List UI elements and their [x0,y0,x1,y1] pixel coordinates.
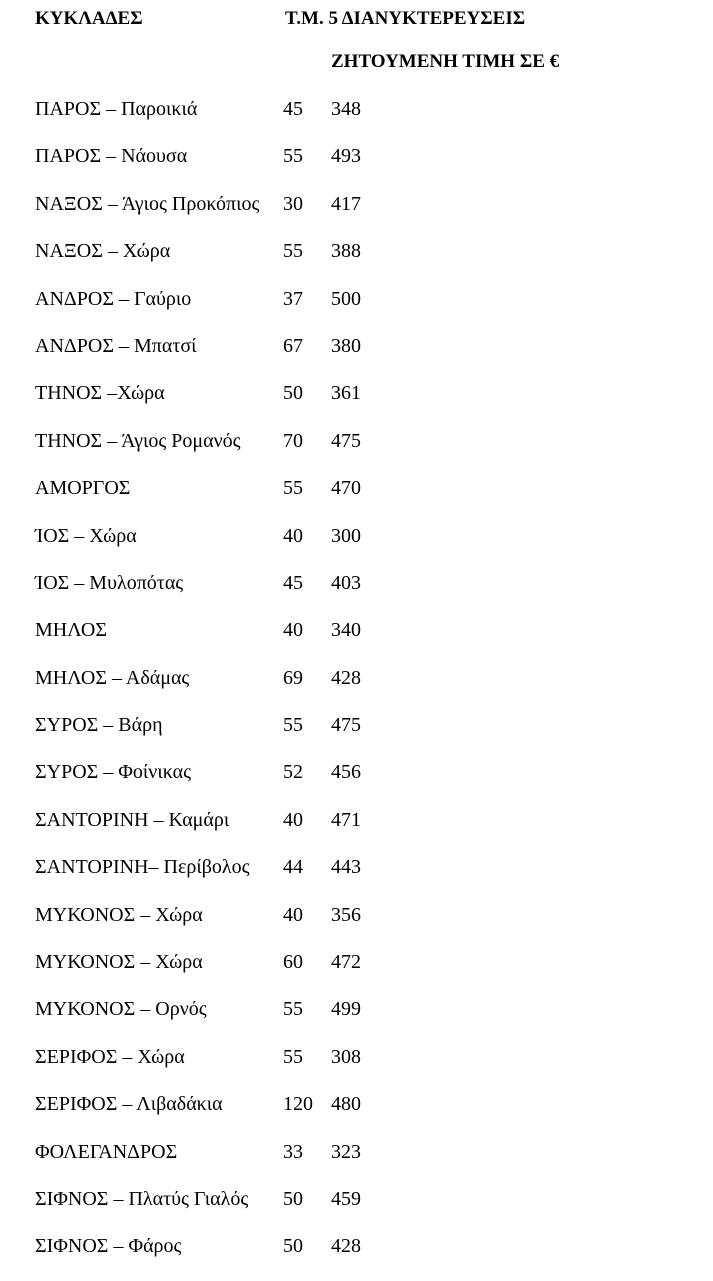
location-name: ΜΥΚΟΝΟΣ – Ορνός [35,998,207,1021]
asking-price: 475 [331,429,361,452]
location-name: ΠΑΡΟΣ – Νάουσα [35,145,188,168]
list-item [0,617,713,664]
square-meters: 50 [283,1187,303,1210]
location-name: ΜΥΚΟΝΟΣ – Χώρα [35,951,203,974]
list-item [0,286,713,333]
square-meters: 37 [283,287,303,310]
square-meters: 55 [283,714,303,737]
asking-price: 323 [331,1140,361,1163]
square-meters: 44 [283,856,303,879]
location-name: ΣΙΦΝΟΣ – Φάρος [35,1235,182,1258]
square-meters: 50 [283,382,303,405]
asking-price: 459 [331,1187,361,1210]
header-region: ΚΥΚΛΑΔΕΣ [35,8,143,29]
location-name: ΣΑΝΤΟΡΙΝΗ– Περίβολος [35,856,250,879]
square-meters: 67 [283,334,303,357]
asking-price: 472 [331,951,361,974]
list-item [0,570,713,617]
location-name: ΤΗΝΟΣ – Άγιος Ρομανός [35,429,241,452]
square-meters: 40 [283,903,303,926]
list-item [0,333,713,380]
asking-price: 380 [331,334,361,357]
square-meters: 40 [283,808,303,831]
list-item [0,902,713,949]
location-name: ΝΑΞΟΣ – Άγιος Προκόπιος [35,192,260,215]
asking-price: 300 [331,524,361,547]
list-item [0,475,713,522]
location-name: ΑΜΟΡΓΟΣ [35,477,131,500]
square-meters: 69 [283,666,303,689]
list-item [0,1186,713,1233]
location-name: ΑΝΔΡΟΣ – Γαύριο [35,287,192,310]
location-name: ΊΟΣ – Χώρα [35,524,137,547]
square-meters: 55 [283,145,303,168]
list-item [0,712,713,759]
square-meters: 70 [283,429,303,452]
square-meters: 30 [283,192,303,215]
location-name: ΜΥΚΟΝΟΣ – Χώρα [35,903,203,926]
square-meters: 33 [283,1140,303,1163]
asking-price: 471 [331,808,361,831]
asking-price: 403 [331,571,361,594]
asking-price: 456 [331,761,361,784]
location-name: ΣΥΡΟΣ – Φοίνικας [35,761,192,784]
asking-price: 361 [331,382,361,405]
list-item [0,759,713,806]
asking-price: 493 [331,145,361,168]
asking-price: 443 [331,856,361,879]
location-name: ΠΑΡΟΣ – Παροικιά [35,98,198,120]
square-meters: 55 [283,998,303,1021]
location-name: ΜΗΛΟΣ – Αδάμας [35,666,190,689]
asking-price: 388 [331,240,361,263]
asking-price: 480 [331,1093,361,1116]
header-area-nights: Τ.Μ. 5 ΔΙΑΝΥΚΤΕΡΕΥΣΕΙΣ [285,8,526,29]
square-meters: 50 [283,1235,303,1258]
location-name: ΤΗΝΟΣ –Χώρα [35,382,165,405]
list-item [0,191,713,238]
list-item [0,1044,713,1091]
list-item [0,523,713,570]
list-item [0,996,713,1043]
location-name: ΣΙΦΝΟΣ – Πλατύς Γιαλός [35,1187,249,1210]
list-item [0,428,713,475]
location-name: ΦΟΛΕΓΑΝΔΡΟΣ [35,1140,178,1163]
square-meters: 45 [283,98,303,120]
location-name: ΜΗΛΟΣ [35,619,107,642]
asking-price: 499 [331,998,361,1021]
list-item [0,854,713,901]
list-item [0,1091,713,1138]
list-item [0,949,713,996]
location-name: ΝΑΞΟΣ – Χώρα [35,240,171,263]
asking-price: 356 [331,903,361,926]
asking-price: 475 [331,714,361,737]
square-meters: 45 [283,571,303,594]
asking-price: 470 [331,477,361,500]
list-item [0,96,713,143]
price-list [0,96,713,1281]
square-meters: 55 [283,240,303,263]
list-item [0,665,713,712]
list-item [0,380,713,427]
list-item [0,143,713,190]
asking-price: 417 [331,192,361,215]
square-meters: 40 [283,619,303,642]
location-name: ΣΥΡΟΣ – Βάρη [35,714,163,737]
asking-price: 428 [331,1235,361,1258]
asking-price: 308 [331,1045,361,1068]
asking-price: 428 [331,666,361,689]
list-item [0,807,713,854]
list-item [0,1233,713,1280]
location-name: ΣΕΡΙΦΟΣ – Χώρα [35,1045,185,1068]
square-meters: 120 [283,1093,313,1116]
location-name: ΣΑΝΤΟΡΙΝΗ – Καμάρι [35,808,230,831]
asking-price: 348 [331,98,361,120]
square-meters: 60 [283,951,303,974]
location-name: ΊΟΣ – Μυλοπότας [35,571,184,594]
location-name: ΑΝΔΡΟΣ – Μπατσί [35,334,197,357]
square-meters: 55 [283,1045,303,1068]
square-meters: 55 [283,477,303,500]
list-item [0,1139,713,1186]
list-item [0,238,713,285]
asking-price: 500 [331,287,361,310]
square-meters: 40 [283,524,303,547]
header-price: ΖΗΤΟΥΜΕΝΗ ΤΙΜΗ ΣΕ € [331,51,560,72]
asking-price: 340 [331,619,361,642]
square-meters: 52 [283,761,303,784]
location-name: ΣΕΡΙΦΟΣ – Λιβαδάκια [35,1093,223,1116]
